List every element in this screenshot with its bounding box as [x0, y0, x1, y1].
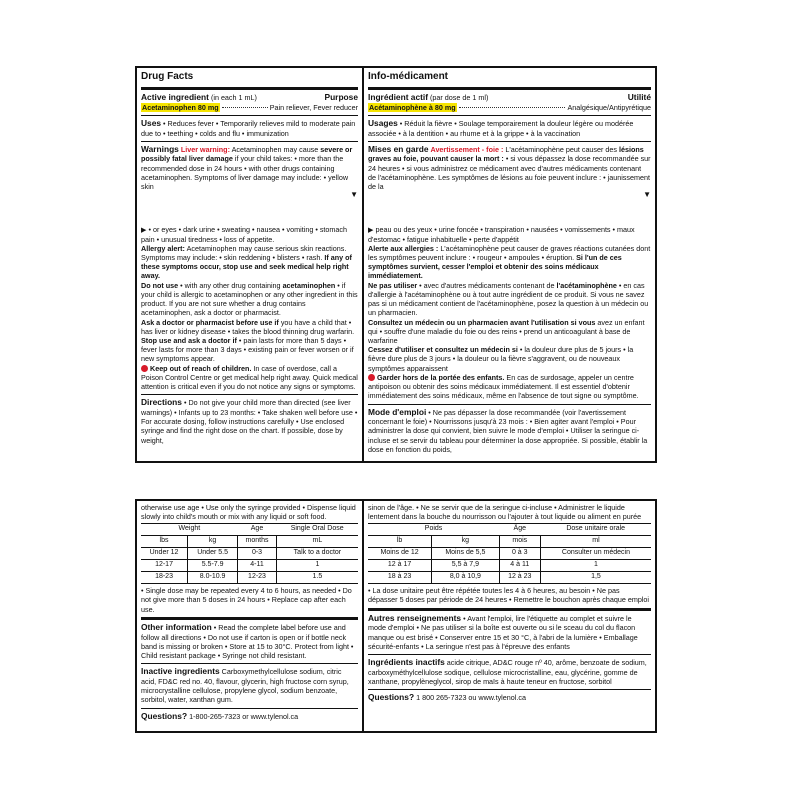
avertissement-text-c: • si vous dépassez la dose recommandée sur 24 heures • si vous administrez ce médicament avec d'autres médicaments contenant de l'acétaminophène. Les symptômes de lésions au foie peuvent inclure : • jaunissement de la — [368, 154, 651, 192]
other-information-text: • Read the complete label before use and follow all directions • Do not use if carton is open or if bottle neck band is missing or broken • Store at 15 to 30°C. Protect from light • Child resistant package • Syringe not child resistant. — [141, 622, 354, 661]
questions-label: Questions? — [141, 710, 188, 721]
directions-section — [141, 395, 358, 448]
table-cell: 0 à 3 — [499, 548, 540, 560]
uses-section — [141, 116, 358, 142]
questions-text: 1-800-265-7323 or www.tylenol.ca — [189, 711, 299, 721]
mode-emploi-text: • Ne pas dépasser la dose recommandée (voir l'avertissement concernant le foie) • Nourrissons jusqu'à 23 mois : • Bien agiter avant l'emploi • Pour administrer la dose qui convient, bien suivre le mode d'emploi • Utiliser la seringue ci-incluse et se servir du tableau pour déterminer la dose appropriée. Si possible, établir la dose en fonction du poids, — [368, 407, 648, 454]
questions-label-fr: Questions? — [368, 692, 415, 703]
table-unit: ml — [540, 536, 651, 548]
ingredients-inactifs-text: acide citrique, AD&C rouge nº 40, arôme, benzoate de sodium, carboxyméthylcellulose sodique, cellulose microcristalline, eau, glycérine, gomme de xanthane, propylèneglycol, sirop de maïs à haute teneur en fructose, sorbitol — [368, 658, 647, 687]
english-column-bottom — [137, 501, 362, 731]
active-ingredient-label: Active ingredient — [141, 91, 209, 102]
do-not-use-label: Do not use — [141, 280, 179, 290]
ingredient-actif-sub: (par dose de 1 ml) — [430, 92, 489, 102]
ingredient-highlight-fr: Acétaminophène à 80 mg — [369, 102, 456, 112]
autres-renseignements-text: • Avant l'emploi, lire l'étiquette au complet et suivre le mode d'emploi • Ne pas utiliser si la boîte est ouverte ou si le sceau du col du flacon manque ou est brisé • Conserver entre 15 et 30 °C, à l'abri de la lumière • Emballage sécurité-enfants • La seringue n'est pas à l'épreuve des enfants — [368, 613, 638, 651]
purpose-value: Pain reliever, Fever reducer — [269, 102, 358, 112]
table-cell: 8.0-10.9 — [188, 572, 238, 584]
table-cell: 5,5 à 7,9 — [432, 560, 499, 572]
warning-continued: ▶ • or eyes • dark urine • sweating • nausea • vomiting • stomach pain • unusual tiredness • loss of appetite. — [141, 225, 347, 244]
consultez-label: Consultez un médecin ou un pharmacien avant l'utilisation si vous — [368, 317, 596, 327]
directions-label: Directions — [141, 397, 182, 408]
mode-emploi-section — [368, 405, 651, 458]
table-cell: 12 à 23 — [499, 572, 540, 584]
allergy-text: Acetaminophen may cause serious skin reactions. Symptoms may include: • skin reddening • blisters • rash. — [141, 243, 347, 263]
table-unit: lbs — [141, 536, 188, 548]
table-header-age-fr: Âge — [499, 524, 540, 536]
questions-text-fr: 1 800 265-7323 ou www.tylenol.ca — [416, 693, 526, 703]
table-unit: mL — [276, 536, 358, 548]
other-information-section — [141, 620, 358, 664]
ne-pas-utiliser-text-a: • avec d'autres médicaments contenant de — [419, 280, 555, 290]
avertissement-text-a: L'acétaminophène peut causer des — [505, 144, 618, 154]
active-ingredient-section — [141, 90, 358, 116]
ingredients-inactifs-section — [368, 655, 651, 690]
table-cell: 1 — [540, 560, 651, 572]
warnings-label: Warnings — [141, 143, 179, 154]
liver-warning-text-c: if your child takes: • more than the recommended dose in 24 hours • with other drugs containing acetaminophen. Symptoms of liver damage may include: • yellow skin — [141, 154, 349, 192]
directions-continued — [141, 501, 358, 620]
english-column — [137, 68, 362, 461]
table-cell: 1,5 — [540, 572, 651, 584]
after-table-text-fr: • La dose unitaire peut être répétée toutes les 4 à 6 heures, au besoin • Ne pas dépasser 5 doses par période de 24 heures • Remettre le bouchon après chaque emploi — [368, 586, 650, 605]
table-header-poids: Poids — [368, 524, 499, 536]
mode-emploi-continued-text: sinon de l'âge. • Ne se servir que de la seringue ci-incluse • Administrer le liquide lentement dans la bouche du nourrisson ou l'ajouter à tout liquide ou aliment en purée — [368, 503, 642, 522]
drug-facts-panel-top — [135, 66, 657, 463]
inactive-ingredients-label: Inactive ingredients — [141, 666, 220, 677]
table-cell: Consulter un médecin — [540, 548, 651, 560]
alerte-allergies-text: L'acétaminophène peut causer de graves réactions cutanées dont les symptômes peuvent inclure : • rougeur • ampoules • éruption. — [368, 243, 651, 263]
allergy-label: Allergy alert: — [141, 243, 185, 253]
table-cell: 4-11 — [238, 560, 277, 572]
ingredient-highlight: Acetaminophen 80 mg — [142, 102, 219, 112]
keep-out-label: Keep out of reach of children. — [150, 363, 252, 373]
consultez-text: avez un enfant qui • souffre d'une maladie du foie ou des reins • prend un anticoagulant à base de warfarine — [368, 317, 645, 345]
directions-continued-text: otherwise use age • Use only the syringe provided • Dispense liquid slowly into child's mouth or mix with any liquid or soft food. — [141, 503, 356, 522]
cessez-label: Cessez d'utiliser et consultez un médecin si — [368, 345, 518, 355]
table-cell: Moins de 12 — [368, 548, 432, 560]
table-header-age: Age — [238, 524, 277, 536]
directions-text: • Do not give your child more than directed (see liver warnings) • Infants up to 23 months: • Take shaken well before use • For accurate dosing, follow instructions carefully • Use enclosed syringe and find the right dose on the chart. If possible, dose by weight, — [141, 398, 358, 445]
inactive-ingredients-text: Carboxymethylcellulose sodium, citric acid, FD&C red no. 40, flavour, glycerin, high fructose corn syrup, microcrystalline cellulose, propylene glycol, sodium benzoate, sorbitol, water, xanthan gum. — [141, 667, 349, 705]
active-ingredient-sub: (in each 1 mL) — [210, 92, 257, 102]
french-column — [364, 68, 655, 461]
stop-use-text: • pain lasts for more than 5 days • fever lasts for more than 3 days • existing pain or fever worsen or if new symptoms appear. — [141, 335, 354, 364]
do-not-use-bold: acetaminophen — [282, 280, 336, 290]
stop-use-label: Stop use and ask a doctor if — [141, 335, 237, 345]
alerte-allergies-bold: Si l'un de ces symptômes survient, cesser l'emploi et obtenir des soins médicaux immédiatement. — [368, 253, 622, 281]
usages-text: • Réduit la fièvre • Soulage temporairement la douleur légère ou modérée associée • à la dentition • au rhume et à la grippe • à la vaccination — [368, 118, 634, 138]
mode-emploi-continued — [368, 501, 651, 611]
ask-doctor-text: you have a child that • has liver or kidney disease • takes the blood thinning drug warfarin. — [141, 317, 355, 336]
alerte-allergies-label: Alerte aux allergies : — [368, 243, 439, 253]
inactive-ingredients-section — [141, 664, 358, 708]
table-unit: lb — [368, 536, 432, 548]
table-cell: 18-23 — [141, 572, 188, 584]
drug-facts-panel-bottom — [135, 499, 657, 733]
autres-renseignements-section — [368, 611, 651, 655]
mises-en-garde-label: Mises en garde — [368, 143, 429, 154]
ne-pas-utiliser-bold: l'acétaminophène — [556, 280, 617, 290]
table-header-weight: Weight — [141, 524, 238, 536]
table-unit: kg — [188, 536, 238, 548]
stop-dot-icon-fr — [368, 374, 375, 381]
autres-renseignements-label: Autres renseignements — [368, 612, 462, 623]
avertissement-bold: lésions graves au foie, pouvant causer la mort : — [368, 144, 644, 164]
liver-warning-bold: severe or possibly fatal liver damage — [141, 144, 353, 164]
table-unit: kg — [432, 536, 499, 548]
dot-leader — [222, 107, 268, 108]
utilite-value: Analgésique/Antipyrétique — [567, 102, 651, 112]
table-cell: Under 5.5 — [188, 548, 238, 560]
mises-en-garde-section — [368, 142, 651, 405]
table-cell: 4 à 11 — [499, 560, 540, 572]
table-cell: 1.5 — [276, 572, 358, 584]
table-row — [368, 572, 651, 584]
warnings-section — [141, 142, 358, 396]
dot-leader-fr — [459, 107, 566, 108]
ingredient-actif-label: Ingrédient actif — [368, 91, 429, 102]
table-cell: 18 à 23 — [368, 572, 432, 584]
continue-arrow-icon-fr: ▼ — [643, 190, 651, 200]
avertissement-foie-label: Avertissement - foie : — [430, 144, 504, 154]
table-cell: Under 12 — [141, 548, 188, 560]
ne-pas-utiliser-text-c: • en cas d'allergie à l'acétaminophène ou à tout autre ingrédient de ce produit. Si vous ne savez pas si un médicament contient de l'acétaminophène, posez la question à un médecin ou un pharmacien. — [368, 280, 649, 318]
garder-hors-label: Garder hors de la portée des enfants. — [377, 372, 505, 382]
uses-label: Uses — [141, 117, 162, 128]
keep-out-text: In case of overdose, call a Poison Control Centre or get medical help right away. Quick medical attention is critical even if you do not notice any signs or symptoms. — [141, 363, 358, 392]
uses-text: • Reduces fever • Temporarily relieves mild to moderate pain due to • teething • colds and flu • immunization — [141, 118, 356, 138]
table-row — [368, 548, 651, 560]
table-cell: 12-23 — [238, 572, 277, 584]
ingredient-actif-section — [368, 90, 651, 116]
table-cell: Talk to a doctor — [276, 548, 358, 560]
other-information-label: Other information — [141, 621, 212, 632]
liver-warning-text-a: Acetaminophen may cause — [231, 144, 319, 154]
table-row — [141, 560, 358, 572]
french-column-bottom — [364, 501, 655, 731]
avertissement-suite: ▶ peau ou des yeux • urine foncée • transpiration • nausées • vomissements • maux d'estomac • fatigue inhabituelle • perte d'appétit — [368, 225, 635, 244]
dosage-table — [141, 523, 358, 584]
dosage-table-fr — [368, 523, 651, 584]
garder-hors-text: En cas de surdosage, appeler un centre antipoison ou obtenir des soins médicaux immédiatement. Il est essentiel d'obtenir immédiatement des soins médicaux, même en l'absence de tout signe ou symptôme. — [368, 372, 639, 401]
table-cell: 0-3 — [238, 548, 277, 560]
table-cell: 12 à 17 — [368, 560, 432, 572]
usages-label: Usages — [368, 117, 398, 128]
continue-arrow-icon: ▼ — [350, 190, 358, 200]
table-cell: 8,0 à 10,9 — [432, 572, 499, 584]
ne-pas-utiliser-label: Ne pas utiliser — [368, 280, 418, 290]
do-not-use-text-c: • if your child is allergic to acetaminophen or any other ingredient in this product. If you are not sure whether a drug contains acetaminophen, ask a doctor or pharmacist. — [141, 280, 358, 318]
info-medicament-title: Info-médicament — [368, 68, 651, 90]
table-cell: 12-17 — [141, 560, 188, 572]
liver-warning-label: Liver warning: — [180, 144, 230, 154]
questions-section — [141, 709, 358, 725]
table-row — [368, 560, 651, 572]
table-header-dose-fr: Dose unitaire orale — [540, 524, 651, 536]
questions-section-fr — [368, 690, 651, 706]
purpose-label: Purpose — [324, 91, 358, 102]
table-cell: 5.5-7.9 — [188, 560, 238, 572]
table-cell: 1 — [276, 560, 358, 572]
stop-dot-icon — [141, 365, 148, 372]
cessez-text: • la douleur dure plus de 5 jours • la fièvre dure plus de 3 jours • la douleur ou la fièvre s'aggravent, ou de nouveaux symptômes apparaissent — [368, 345, 634, 373]
drug-facts-title: Drug Facts — [141, 68, 358, 90]
utilite-label: Utilité — [627, 91, 651, 102]
allergy-bold: If any of these symptoms occur, stop use and seek medical help right away. — [141, 253, 352, 281]
after-table-text: • Single dose may be repeated every 4 to 6 hours, as needed • Do not give more than 5 doses in 24 hours • Replace cap after each use. — [141, 586, 352, 614]
table-unit: mois — [499, 536, 540, 548]
ingredients-inactifs-label: Ingrédients inactifs — [368, 657, 445, 668]
table-header-dose: Single Oral Dose — [276, 524, 358, 536]
table-cell: Moins de 5,5 — [432, 548, 499, 560]
table-unit: months — [238, 536, 277, 548]
ask-doctor-label: Ask a doctor or pharmacist before use if — [141, 317, 279, 327]
table-row — [141, 572, 358, 584]
mode-emploi-label: Mode d'emploi — [368, 406, 427, 417]
do-not-use-text-a: • with any other drug containing — [180, 280, 281, 290]
usages-section — [368, 116, 651, 142]
table-row — [141, 548, 358, 560]
